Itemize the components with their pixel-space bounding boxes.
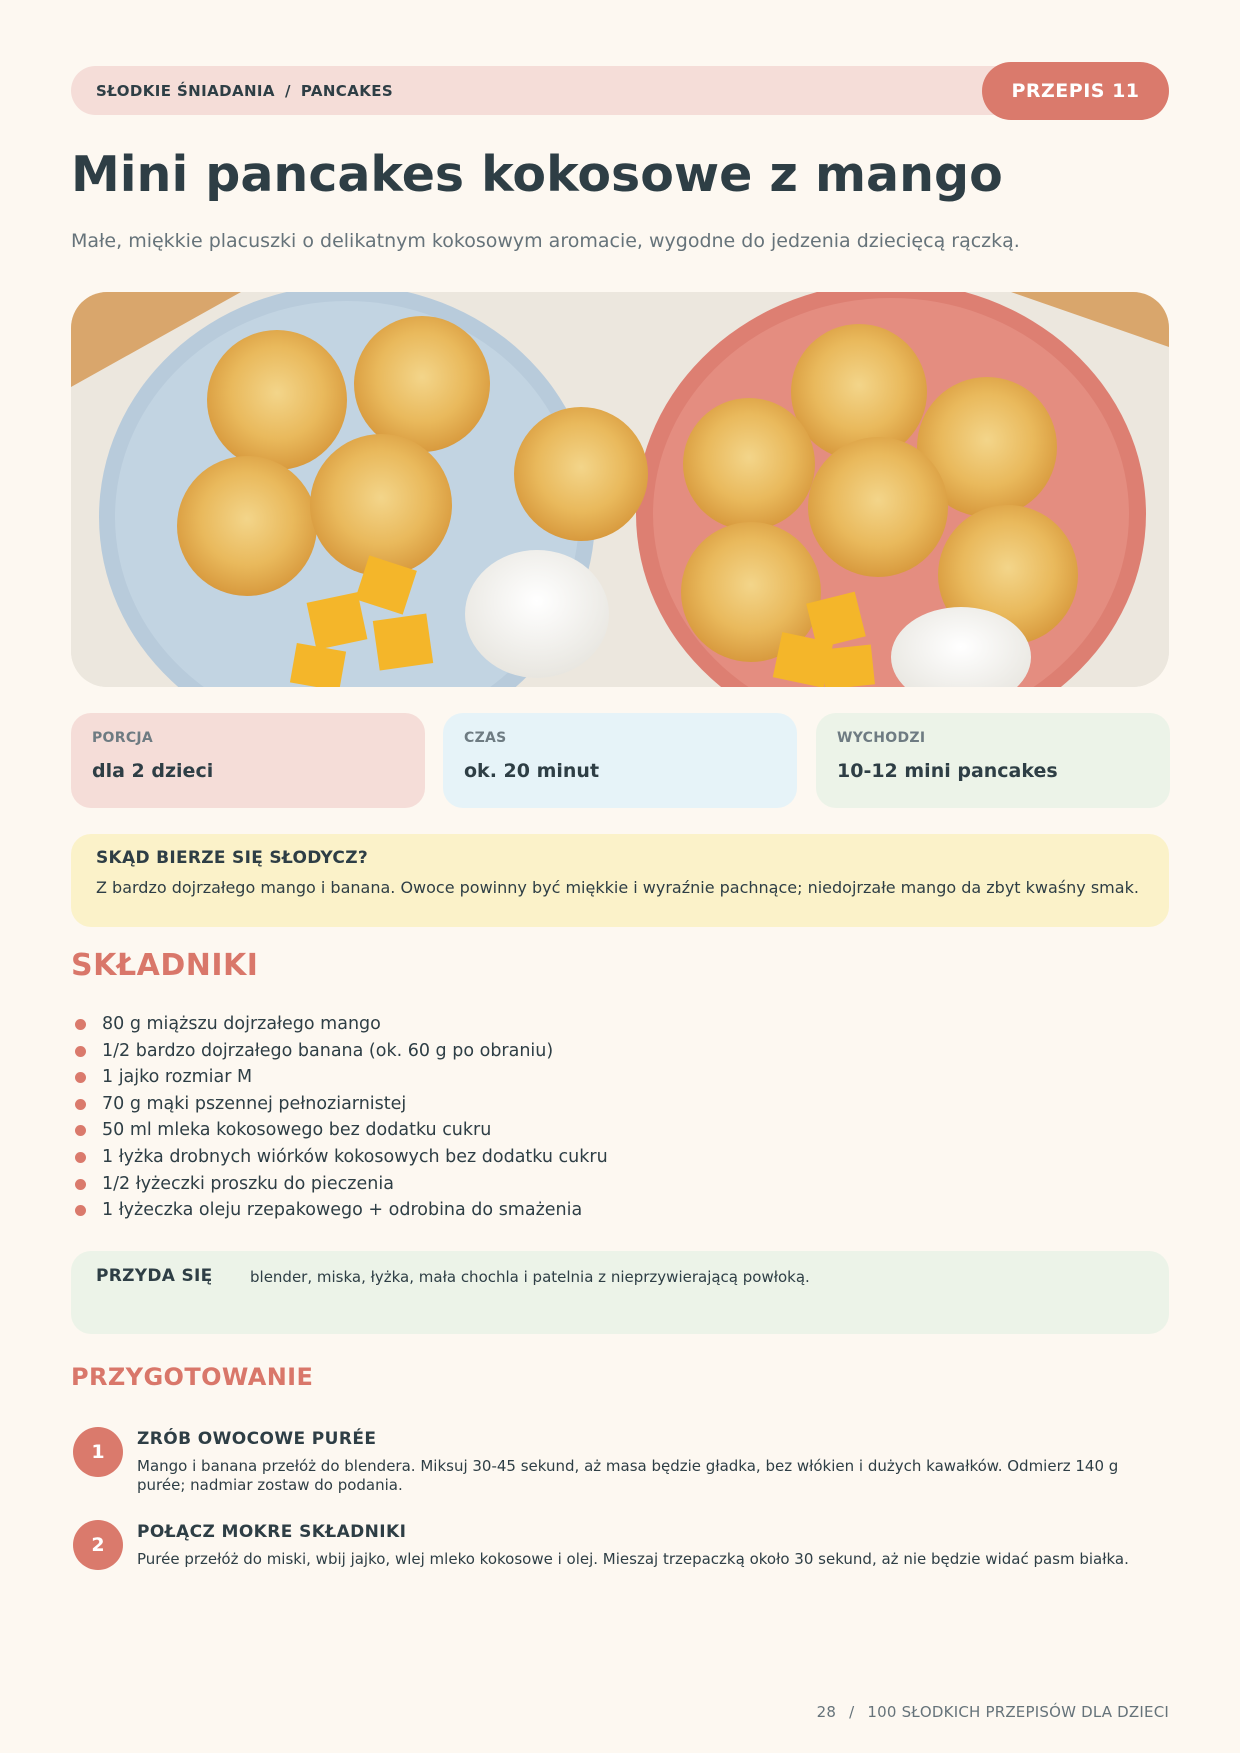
ingredient-item: [71, 1011, 608, 1038]
bullet-dot-icon: [75, 1205, 86, 1216]
info-card-time: [443, 713, 797, 808]
tools-box: [71, 1251, 1169, 1334]
preparation-heading: PRZYGOTOWANIE: [71, 1363, 314, 1391]
book-title: 100 SŁODKICH PRZEPISÓW DLA DZIECI: [867, 1703, 1169, 1721]
page-number: 28: [816, 1703, 837, 1721]
tip-text: Z bardzo dojrzałego mango i banana. Owoce powinny być miękkie i wyraźnie pachnące; niedojrzałe mango da zbyt kwaśny smak.: [96, 878, 1139, 897]
ingredient-item: [71, 1197, 608, 1224]
ingredient-text: 1 łyżka drobnych wiórków kokosowych bez dodatku cukru: [102, 1146, 608, 1167]
bullet-dot-icon: [75, 1019, 86, 1030]
sweetness-tip-box: [71, 834, 1169, 927]
ingredients-list: [71, 1011, 608, 1224]
step-number-badge: 1: [73, 1427, 123, 1477]
info-card-value: 10-12 mini pancakes: [837, 760, 1058, 782]
page-title: Mini pancakes kokosowe z mango: [71, 146, 1003, 203]
ingredient-text: 80 g miąższu dojrzałego mango: [102, 1014, 381, 1034]
info-card-portion: [71, 713, 425, 808]
ingredient-item: [71, 1171, 608, 1198]
tip-heading: SKĄD BIERZE SIĘ SŁODYCZ?: [96, 848, 368, 868]
ingredients-heading: SKŁADNIKI: [71, 948, 259, 983]
step-heading: ZRÓB OWOCOWE PURÉE: [137, 1429, 377, 1449]
bullet-dot-icon: [75, 1179, 86, 1190]
ingredient-text: 70 g mąki pszennej pełnoziarnistej: [102, 1093, 407, 1114]
bullet-dot-icon: [75, 1125, 86, 1136]
ingredient-item: [71, 1064, 608, 1091]
ingredient-text: 1 łyżeczka oleju rzepakowego + odrobina do smażenia: [102, 1200, 583, 1221]
page-subtitle: Małe, miękkie placuszki o delikatnym kokosowym aromacie, wygodne do jedzenia dziecięcą rączką.: [71, 230, 1020, 252]
breadcrumb-subcategory[interactable]: PANCAKES: [300, 81, 394, 100]
step-number-badge: 2: [73, 1520, 123, 1570]
ingredient-text: 50 ml mleka kokosowego bez dodatku cukru: [102, 1120, 492, 1141]
step-heading: POŁĄCZ MOKRE SKŁADNIKI: [137, 1522, 407, 1542]
tools-text: blender, miska, łyżka, mała chochla i patelnia z nieprzywierającą powłoką.: [250, 1268, 810, 1286]
ingredient-item: [71, 1144, 608, 1171]
ingredient-item: [71, 1117, 608, 1144]
breadcrumb: [71, 66, 1111, 115]
tools-heading: PRZYDA SIĘ: [96, 1266, 213, 1286]
recipe-number-badge: PRZEPIS 11: [982, 62, 1169, 120]
info-card-value: ok. 20 minut: [464, 760, 600, 782]
ingredient-text: 1 jajko rozmiar M: [102, 1067, 253, 1088]
footer-separator: /: [849, 1703, 855, 1721]
recipe-photo: [71, 292, 1169, 687]
ingredient-item: [71, 1091, 608, 1118]
info-card-label: PORCJA: [92, 730, 154, 746]
bullet-dot-icon: [75, 1099, 86, 1110]
breadcrumb-separator: /: [284, 81, 291, 100]
bullet-dot-icon: [75, 1152, 86, 1163]
info-card-label: CZAS: [464, 730, 507, 746]
info-card-label: WYCHODZI: [837, 730, 926, 746]
info-card-value: dla 2 dzieci: [92, 760, 214, 782]
step-text: Purée przełóż do miski, wbij jajko, wlej mleko kokosowe i olej. Mieszaj trzepaczką około 30 sekund, aż nie będzie widać pasm białka.: [137, 1550, 1129, 1568]
step-text: Mango i banana przełóż do blendera. Miksuj 30-45 sekund, aż masa będzie gładka, bez włókien i dużych kawałków. Odmierz 140 g purée; nadmiar zostaw do podania.: [137, 1457, 1119, 1494]
breadcrumb-category[interactable]: SŁODKIE ŚNIADANIA: [96, 81, 275, 100]
bullet-dot-icon: [75, 1046, 86, 1057]
info-card-yield: [816, 713, 1170, 808]
page-footer: [817, 1703, 1169, 1721]
pancakes-photo-illustration: [71, 292, 1169, 687]
ingredient-item: [71, 1038, 608, 1065]
ingredient-text: 1/2 łyżeczki proszku do pieczenia: [102, 1173, 394, 1194]
ingredient-text: 1/2 bardzo dojrzałego banana (ok. 60 g po obraniu): [102, 1040, 554, 1061]
bullet-dot-icon: [75, 1072, 86, 1083]
